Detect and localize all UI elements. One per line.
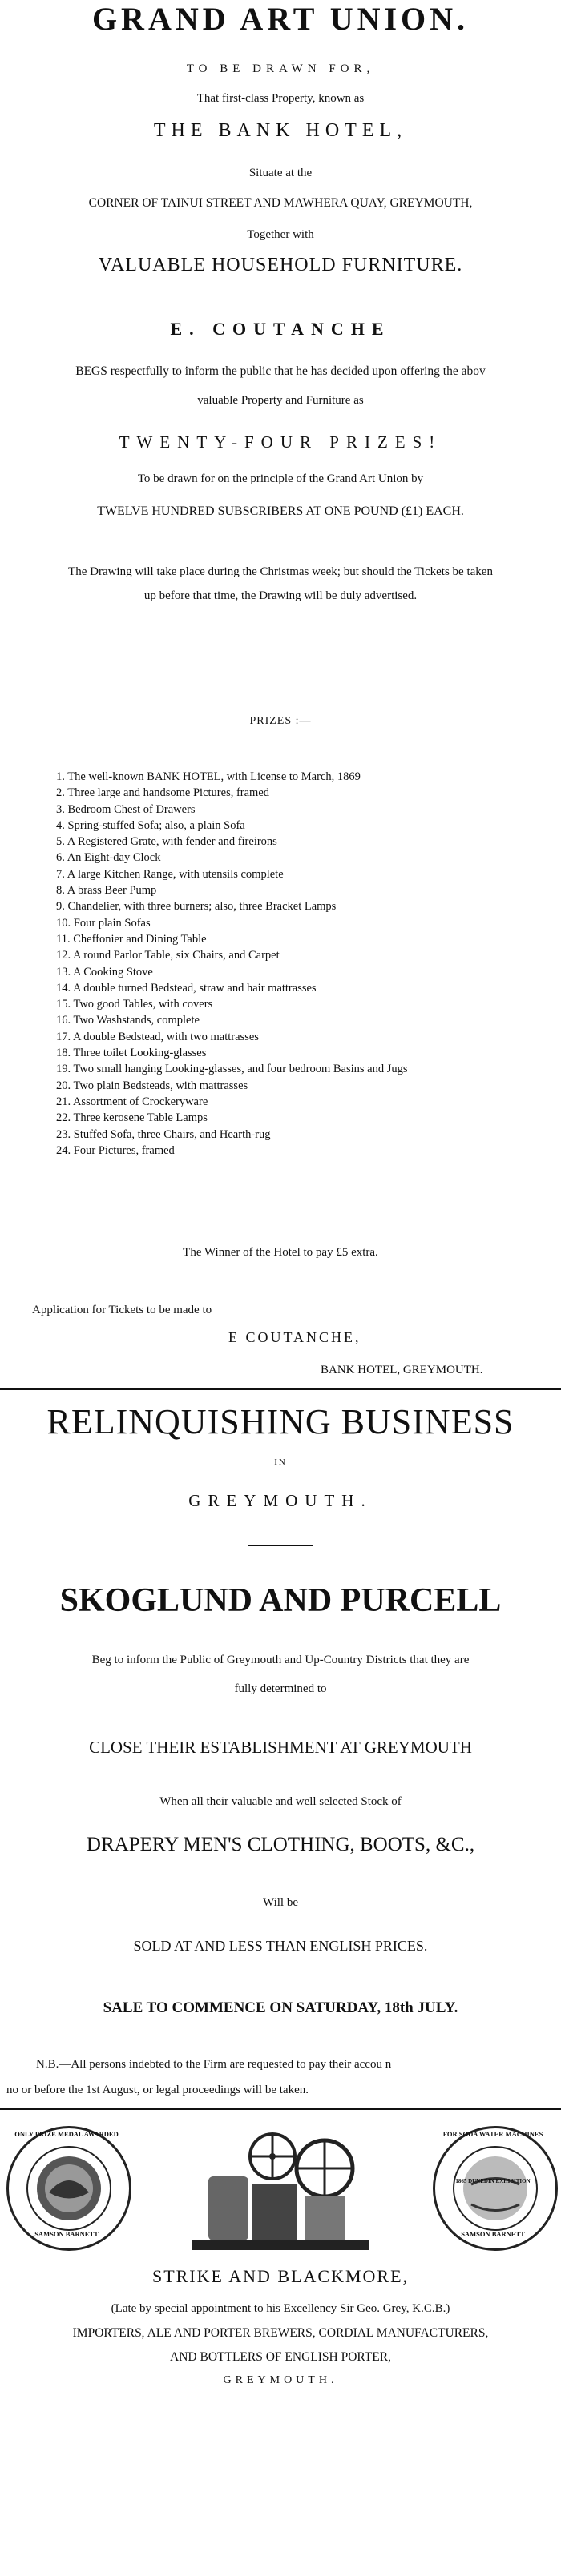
drawn-for-line: TO BE DRAWN FOR, — [186, 62, 375, 75]
beg-line-1: Beg to inform the Public of Greymouth and Up-Country Districts that they are — [91, 1654, 470, 1666]
prize-item: 1. The well-known BANK HOTEL, with License to March, 1869 — [56, 770, 361, 783]
principle-line: To be drawn for on the principle of the Grand Art Union by — [137, 472, 424, 485]
prize-item: 16. Two Washstands, complete — [56, 1014, 200, 1027]
prizes-label: PRIZES :— — [249, 715, 312, 727]
prize-item: 19. Two small hanging Looking-glasses, and four bedroom Basins and Jugs — [56, 1063, 408, 1076]
situate-line: Situate at the — [248, 167, 313, 179]
prize-item: 21. Assortment of Crockeryware — [56, 1095, 208, 1108]
together-line: Together with — [247, 228, 314, 241]
prize-item: 17. A double Bedstead, with two mattrasses — [56, 1030, 259, 1043]
prize-item: 13. A Cooking Stove — [56, 965, 153, 979]
medal-left-name: SAMSON BARNETT — [34, 2230, 99, 2238]
prize-item: 20. Two plain Bedsteads, with mattrasses — [56, 1079, 248, 1092]
prize-item: 14. A double turned Bedstead, straw and hair mattrasses — [56, 981, 317, 995]
strike-blackmore-title: STRIKE AND BLACKMORE, — [151, 2266, 410, 2286]
greymouth-heading: GREYMOUTH. — [188, 1491, 373, 1510]
begs-line-2: valuable Property and Furniture as — [197, 394, 364, 407]
prize-item: 18. Three toilet Looking-glasses — [56, 1047, 207, 1060]
nb-line-2: no or before the 1st August, or legal proceedings will be taken. — [6, 2084, 309, 2096]
prize-list — [56, 769, 521, 1159]
prizes-heading: TWENTY-FOUR PRIZES! — [119, 432, 442, 452]
beg-line-2: fully determined to — [234, 1682, 327, 1695]
prize-item: 23. Stuffed Sofa, three Chairs, and Hearth-rug — [56, 1127, 271, 1141]
when-line: When all their valuable and well selected Stock of — [159, 1795, 402, 1808]
will-be-line: Will be — [263, 1896, 298, 1909]
in-line: IN — [274, 1457, 287, 1467]
relinquishing-title: RELINQUISHING BUSINESS — [46, 1402, 515, 1441]
importers-line: IMPORTERS, ALE AND PORTER BREWERS, CORDIAL MANUFACTURERS, — [72, 2326, 489, 2340]
medal-left-caption: ONLY PRIZE MEDAL AWARDED — [14, 2130, 119, 2138]
bottlers-line: AND BOTTLERS OF ENGLISH PORTER, — [170, 2350, 391, 2364]
bank-hotel-heading: THE BANK HOTEL, — [153, 120, 408, 141]
signature-name: E COUTANCHE, — [228, 1329, 361, 1345]
soda-water-machine-illustration — [176, 2120, 385, 2257]
prize-item: 5. A Registered Grate, with fender and fireirons — [56, 835, 277, 849]
firm-name: SKOGLUND AND PURCELL — [59, 1582, 502, 1619]
medal-right-center: 1865 DUNEDIN EXHIBITION — [455, 2178, 531, 2184]
property-line: That first-class Property, known as — [196, 92, 365, 105]
sale-line: SALE TO COMMENCE ON SATURDAY, 18th JULY. — [103, 1999, 458, 2016]
grand-art-union-title: GRAND ART UNION. — [91, 1, 470, 37]
winner-line: The Winner of the Hotel to pay £5 extra. — [183, 1246, 378, 1259]
begs-line-1: BEGS respectfully to inform the public that he has decided upon offering the abov — [75, 364, 486, 378]
prize-item: 3. Bedroom Chest of Drawers — [56, 802, 196, 816]
proprietor-name: E. COUTANCHE — [170, 319, 391, 339]
drawing-line-1: The Drawing will take place during the Christmas week; but should the Tickets be taken — [68, 565, 493, 578]
subscribers-line: TWELVE HUNDRED SUBSCRIBERS AT ONE POUND (£1) EACH. — [97, 504, 464, 518]
corner-line: CORNER OF TAINUI STREET AND MAWHERA QUAY, GREYMOUTH, — [88, 196, 473, 210]
prize-item: 9. Chandelier, with three burners; also, three Bracket Lamps — [56, 900, 337, 914]
drapery-line: DRAPERY MEN'S CLOTHING, BOOTS, &C., — [86, 1834, 475, 1855]
prize-item: 11. Cheffonier and Dining Table — [56, 932, 207, 946]
prize-item: 2. Three large and handsome Pictures, framed — [56, 786, 270, 800]
application-line: Application for Tickets to be made to — [32, 1304, 212, 1316]
section-divider — [0, 2108, 561, 2110]
furniture-heading: VALUABLE HOUSEHOLD FURNITURE. — [98, 255, 463, 275]
greymouth-footer: GREYMOUTH. — [223, 2374, 338, 2386]
sold-line: SOLD AT AND LESS THAN ENGLISH PRICES. — [133, 1938, 428, 1954]
prize-item: 7. A large Kitchen Range, with utensils complete — [56, 867, 284, 881]
prize-item: 15. Two good Tables, with covers — [56, 998, 213, 1011]
appointment-line: (Late by special appointment to his Excellency Sir Geo. Grey, K.C.B.) — [111, 2302, 450, 2315]
prize-item: 12. A round Parlor Table, six Chairs, and Carpet — [56, 949, 280, 962]
drawing-line-2: up before that time, the Drawing will be duly advertised. — [143, 589, 418, 602]
prize-item: 24. Four Pictures, framed — [56, 1143, 175, 1157]
section-divider — [0, 1388, 561, 1390]
prize-item: 4. Spring-stuffed Sofa; also, a plain Sofa — [56, 818, 245, 832]
close-line: CLOSE THEIR ESTABLISHMENT AT GREYMOUTH — [89, 1738, 472, 1757]
machine-icon — [176, 2120, 385, 2257]
short-divider — [248, 1545, 313, 1546]
medal-right-caption: FOR SODA WATER MACHINES — [442, 2130, 543, 2138]
nb-line-1: N.B.—All persons indebted to the Firm are requested to pay their accou n — [36, 2058, 392, 2071]
prize-item: 10. Four plain Sofas — [56, 916, 151, 930]
signature-address: BANK HOTEL, GREYMOUTH. — [321, 1364, 483, 1376]
prize-item: 8. A brass Beer Pump — [56, 884, 157, 898]
prize-item: 22. Three kerosene Table Lamps — [56, 1111, 208, 1125]
medal-right-name: SAMSON BARNETT — [461, 2230, 525, 2238]
prize-item: 6. An Eight-day Clock — [56, 851, 161, 865]
